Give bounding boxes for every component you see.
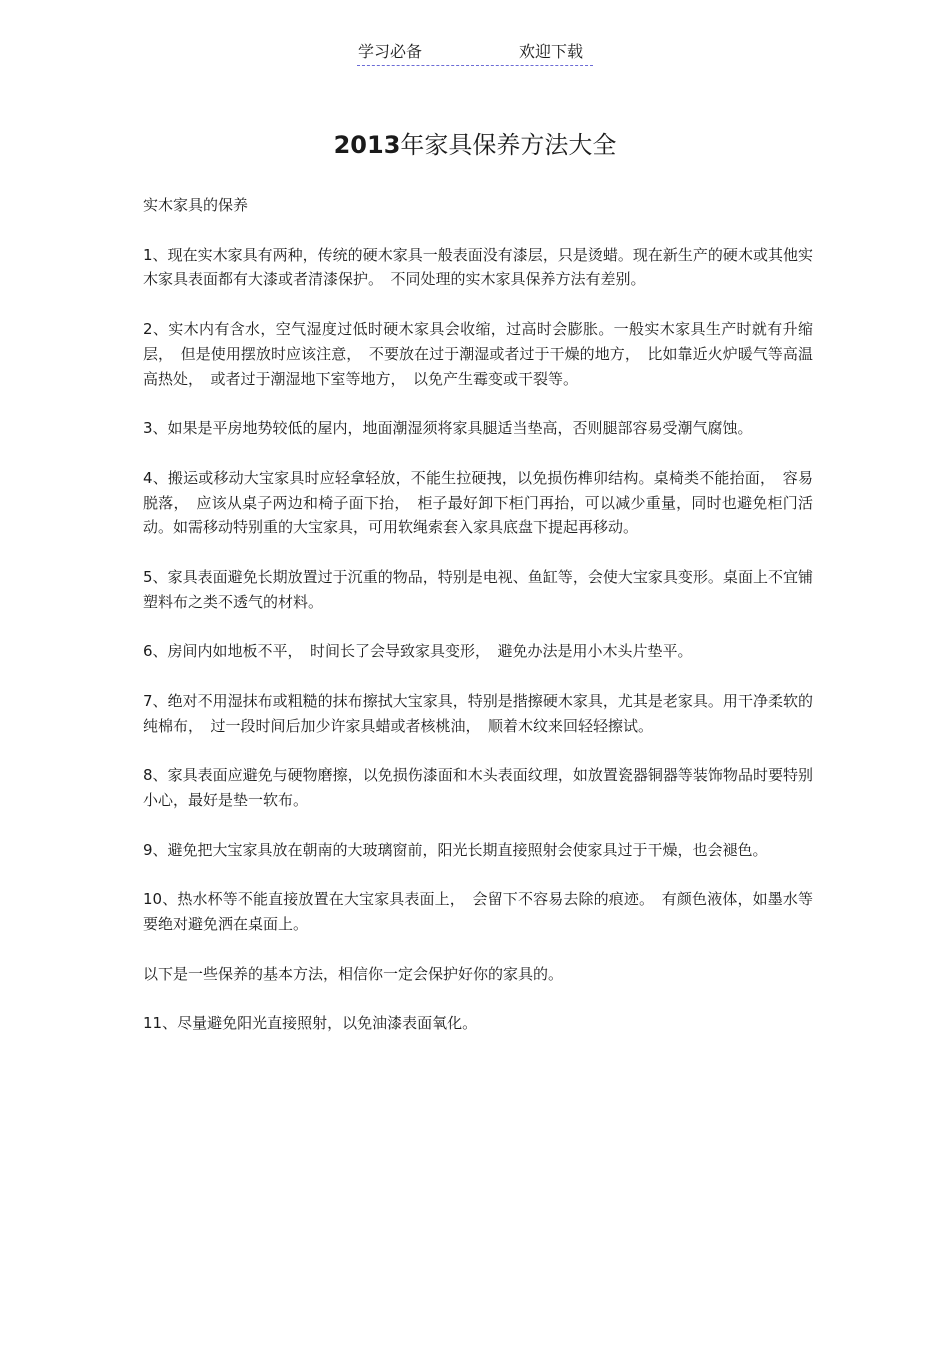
section-heading: 实木家具的保养 bbox=[143, 196, 249, 214]
paragraph: 4、搬运或移动大宝家具时应轻拿轻放，不能生拉硬拽，以免损伤榫卯结构。桌椅类不能抬面， 容易脱落， 应该从桌子两边和椅子面下抬， 柜子最好卸下柜门再抬，可以减少重量，同时也避免柜门活动。如需移动特别重的大宝家具，可用软绳索套入家具底盘下提起再移动。 bbox=[143, 468, 813, 537]
title-text: 年家具保养方法大全 bbox=[400, 131, 617, 159]
paragraph: 10、热水杯等不能直接放置在大宝家具表面上， 会留下不容易去除的痕迹。 有颜色液体，如墨水等要绝对避免洒在桌面上。 bbox=[143, 890, 813, 934]
page-header bbox=[357, 41, 593, 66]
header-right-text: 欢迎下载 bbox=[519, 42, 584, 61]
document-body bbox=[143, 193, 813, 1061]
paragraph: 3、如果是平房地势较低的屋内，地面潮湿须将家具腿适当垫高，否则腿部容易受潮气腐蚀。 bbox=[143, 419, 753, 438]
paragraph: 9、避免把大宝家具放在朝南的大玻璃窗前，阳光长期直接照射会使家具过于干燥，也会褪色。 bbox=[143, 840, 768, 859]
paragraph: 8、家具表面应避免与硬物磨擦，以免损伤漆面和木头表面纹理，如放置瓷器铜器等装饰物品时要特别小心，最好是垫一软布。 bbox=[143, 766, 813, 810]
document-title bbox=[0, 128, 950, 162]
paragraph: 6、房间内如地板不平， 时间长了会导致家具变形， 避免办法是用小木头片垫平。 bbox=[143, 642, 693, 661]
paragraph: 11、尽量避免阳光直接照射，以免油漆表面氧化。 bbox=[143, 1014, 478, 1033]
paragraph: 1、现在实木家具有两种，传统的硬木家具一般表面没有漆层，只是烫蜡。现在新生产的硬木或其他实木家具表面都有大漆或者清漆保护。 不同处理的实木家具保养方法有差别。 bbox=[143, 245, 813, 289]
paragraph: 以下是一些保养的基本方法，相信你一定会保护好你的家具的。 bbox=[143, 964, 564, 983]
title-year: 2013 bbox=[333, 131, 401, 159]
header-left-text: 学习必备 bbox=[358, 42, 423, 61]
paragraph: 5、家具表面避免长期放置过于沉重的物品，特别是电视、鱼缸等，会使大宝家具变形。桌面上不宜铺塑料布之类不透气的材料。 bbox=[143, 567, 813, 611]
paragraph: 7、绝对不用湿抹布或粗糙的抹布擦拭大宝家具，特别是揩擦硬木家具，尤其是老家具。用干净柔软的纯棉布， 过一段时间后加少许家具蜡或者核桃油， 顺着木纹来回轻轻擦试。 bbox=[143, 691, 813, 735]
paragraph: 2、实木内有含水，空气湿度过低时硬木家具会收缩，过高时会膨胀。一般实木家具生产时就有升缩层， 但是使用摆放时应该注意， 不要放在过于潮湿或者过于干燥的地方， 比如靠近火炉暖气等高温高热处， 或者过于潮湿地下室等地方， 以免产生霉变或干裂等。 bbox=[143, 319, 813, 388]
